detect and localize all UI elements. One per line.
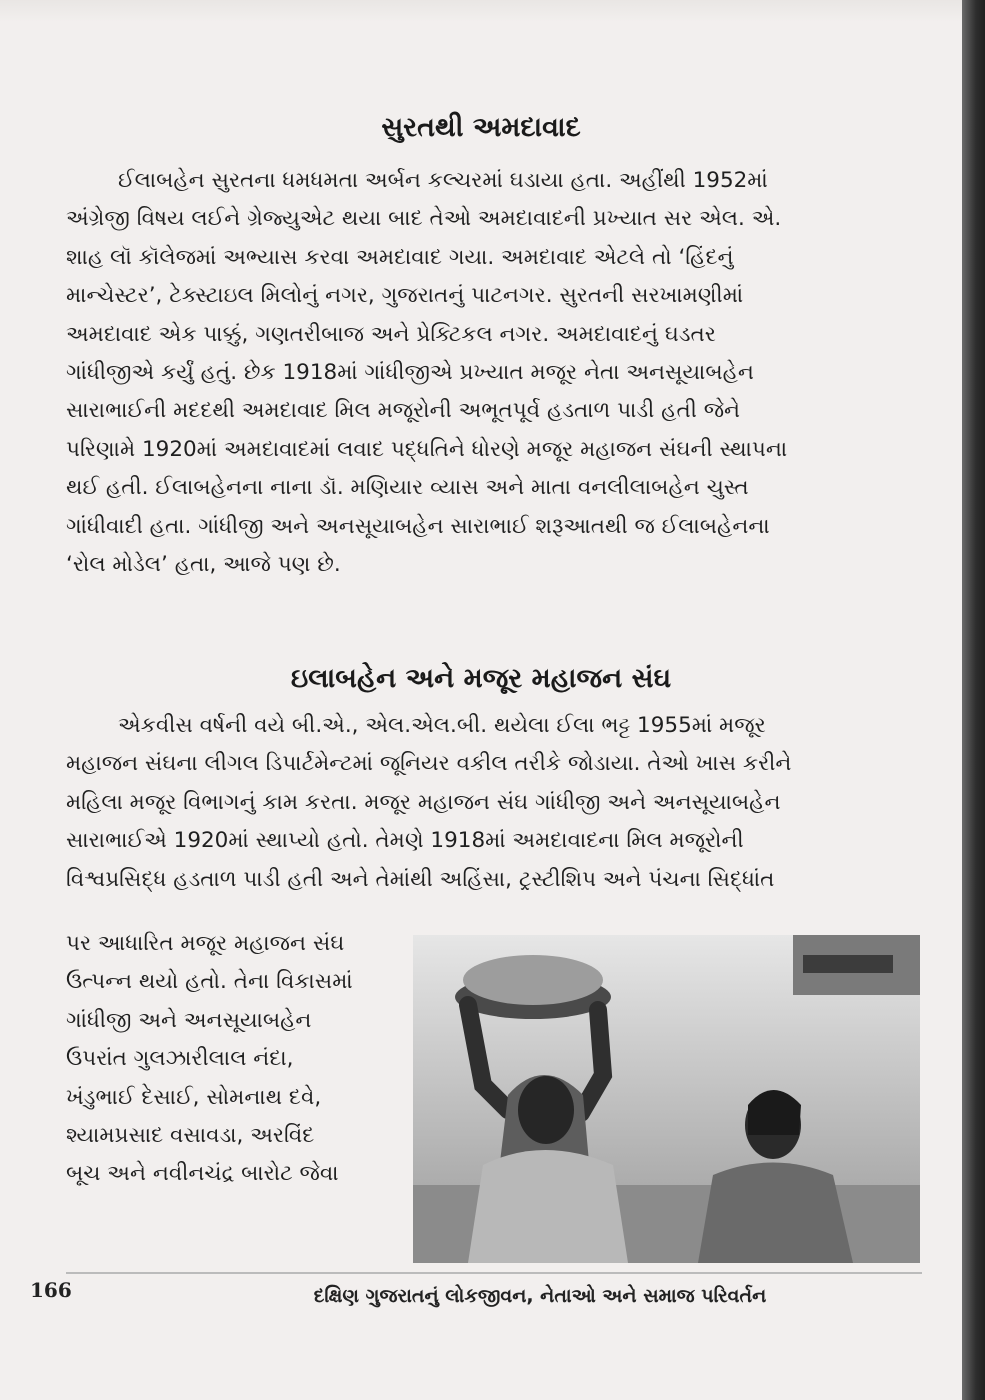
text-line: શ્યામપ્રસાદ વસાવડા, અરવિંદ [66, 1123, 315, 1149]
section-heading-ila-mazdoor-mahajan: ઇલાબહેન અને મજૂર મહાજન સંઘ [290, 663, 672, 694]
text-line: થઈ હતી. ઈલાબહેનના નાના ડૉ. મણિયાર વ્યાસ અને માતા વનલીલાબહેન ચુસ્ત [66, 475, 749, 501]
paragraph-ila-mazdoor-mahajan [66, 707, 918, 899]
text-line: અંગ્રેજી વિષય લઈને ગ્રેજ્યુએટ થયા બાદ તેઓ અમદાવાદની પ્રખ્યાત સર એલ. એ. [66, 206, 782, 232]
text-line: ગાંધીવાદી હતા. ગાંધીજી અને અનસૂયાબહેન સારાભાઈ શરૂઆતથી જ ઈલાબહેનના [66, 513, 770, 539]
section-heading-surat: સુરતથી અમદાવાદ [381, 112, 581, 143]
paragraph-wrapped-beside-photo [66, 925, 401, 1194]
text-line: ખંડુભાઈ દેસાઈ, સોમનાથ દવે, [66, 1084, 322, 1110]
text-line: ઈલાબહેન સુરતના ધમધમતા અર્બન કલ્ચરમાં ઘડાયા હતા. અહીંથી 1952માં [118, 168, 768, 193]
text-line: માન્ચેસ્ટર’, ટેક્સ્ટાઇલ મિલોનું નગર, ગુજરાતનું પાટનગર. સુરતની સરખામણીમાં [66, 283, 744, 309]
text-line: ગાંધીજી અને અનસૂયાબહેન [66, 1007, 312, 1033]
text-line: મહાજન સંઘના લીગલ ડિપાર્ટમેન્ટમાં જૂનિયર વકીલ તરીકે જોડાયા. તેઓ ખાસ કરીને [66, 751, 792, 777]
text-line: બૂચ અને નવીનચંદ્ર બારોટ જેવા [66, 1161, 339, 1187]
paragraph-surat-to-ahmedabad [66, 162, 918, 584]
text-line: શાહ લૉ કૉલેજમાં અભ્યાસ કરવા અમદાવાદ ગયા. અમદાવાદ એટલે તો ‘હિંદનું [66, 244, 734, 270]
text-line: ‘રોલ મોડેલ’ હતા, આજે પણ છે. [66, 552, 341, 578]
running-footer-title: દક્ષિણ ગુજરાતનું લોકજીવન, નેતાઓ અને સમાજ પરિવર્તન [313, 1285, 767, 1307]
text-line: ઉપરાંત ગુલઝારીલાલ નંદા, [66, 1046, 294, 1072]
page-number: 166 [30, 1278, 72, 1302]
text-line: અમદાવાદ એક પાક્કું, ગણતરીબાજ અને પ્રેક્ટિકલ નગર. અમદાવાદનું ઘડતર [66, 321, 716, 347]
photo-women-laborers [413, 935, 920, 1263]
text-line: ઉત્પન્ન થયો હતો. તેના વિકાસમાં [66, 969, 353, 995]
text-line: એકવીસ વર્ષની વયે બી.એ., એલ.એલ.બી. થયેલા ઈલા ભટ્ટ 1955માં મજૂર [118, 713, 766, 738]
text-line: મહિલા મજૂર વિભાગનું કામ કરતા. મજૂર મહાજન સંઘ ગાંધીજી અને અનસૂયાબહેન [66, 789, 781, 815]
text-line: પરિણામે 1920માં અમદાવાદમાં લવાદ પદ્ધતિને ધોરણે મજૂર મહાજન સંઘની સ્થાપના [66, 436, 788, 462]
text-line: સારાભાઈએ 1920માં સ્થાપ્યો હતો. તેમણે 1918માં અમદાવાદના મિલ મજૂરોની [66, 828, 744, 854]
text-line: વિશ્વપ્રસિદ્ધ હડતાળ પાડી હતી અને તેમાંથી અહિંસા, ટ્રસ્ટીશિપ અને પંચના સિદ્ધાંત [66, 866, 775, 892]
footer-divider [66, 1272, 922, 1274]
text-line: સારાભાઈની મદદથી અમદાવાદ મિલ મજૂરોની અભૂતપૂર્વ હડતાળ પાડી હતી જેને [66, 398, 741, 424]
text-line: પર આધારિત મજૂર મહાજન સંઘ [66, 931, 345, 956]
text-line: ગાંધીજીએ કર્યું હતું. છેક 1918માં ગાંધીજીએ પ્રખ્યાત મજૂર નેતા અનસૂયાબહેન [66, 360, 754, 386]
book-spine-edge [962, 0, 985, 1400]
